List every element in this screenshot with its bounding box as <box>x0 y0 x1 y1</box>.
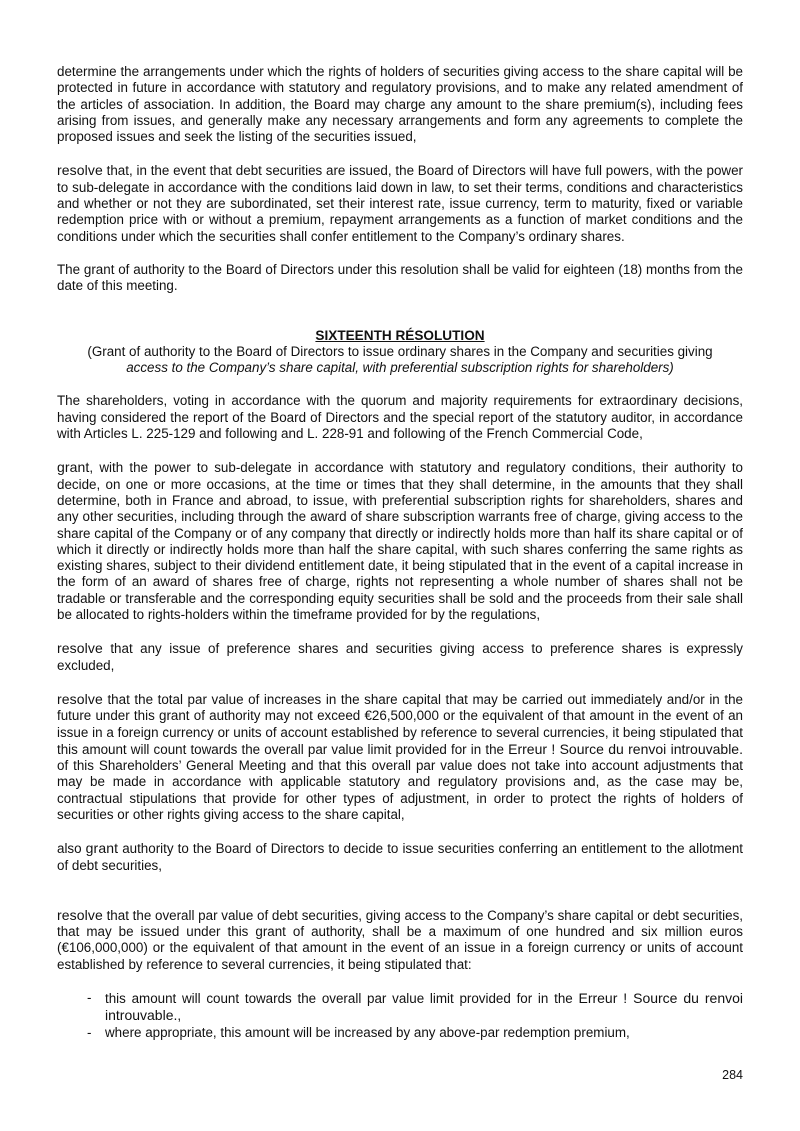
keyword-grant: grant <box>57 459 90 476</box>
paragraph-text: that any issue of preference shares and securities giving access to preference shares is expressly excluded, <box>57 641 743 673</box>
reference-error: Erreur ! Source du renvoi introuvable. <box>508 740 743 757</box>
resolution-subtitle-line-1: (Grant of authority to the Board of Directors to issue ordinary shares in the Company and securities giving <box>87 343 713 359</box>
list-item-text: this amount will count towards the overall par value limit provided for in the <box>105 991 579 1007</box>
paragraph-validity: The grant of authority to the Board of Directors under this resolution shall be valid for eighteen (18) months from the date of this meeting. <box>57 261 743 294</box>
keyword-resolve: resolve <box>57 690 103 707</box>
paragraph-text: of this Shareholders’ General Meeting and that this overall par value does not take into account adjustments that may be made in accordance with applicable statutory and regulatory provisions and, as the case may be, contractual stipulations that provide for other types of adjustment, in order to protect the rights of holders of securities or other rights giving access to the share capital, <box>57 758 743 822</box>
paragraph-text: also <box>57 841 86 857</box>
reference-error: Erreur ! Source du renvoi introuvable. <box>105 990 744 1024</box>
paragraph-text: that the total par value of increases in the share capital that may be carried out immediately and/or in the future under this grant of authority may not exceed €26,500,000 or the equivalent of that amount in the event of an issue in a foreign currency or units of account established by reference to several currencies, it being stipulated that this amount will count towards the overall par value limit provided for in the <box>57 691 743 757</box>
dash-marker: - <box>87 990 92 1006</box>
paragraph-text: that the overall par value of debt securities, giving access to the Company’s share capital or debt securities, that may be issued under this grant of authority, shall be a maximum of one hundred and six million euros (€106,000,000) or the equivalent of that amount in the event of an issue in a foreign currency or units of account established by reference to several currencies, it being stipulated that: <box>57 907 743 972</box>
list-item <box>57 990 743 1025</box>
paragraph-also-grant <box>57 840 743 874</box>
list-item-text: where appropriate, this amount will be increased by any above-par redemption premium, <box>105 1024 630 1040</box>
paragraph-grant-authority <box>57 459 743 623</box>
document-page <box>57 64 743 1041</box>
resolution-subtitle-line-2: access to the Company’s share capital, with preferential subscription rights for shareholders) <box>126 360 674 376</box>
keyword-grant: grant <box>85 840 119 857</box>
dash-marker: - <box>87 1024 92 1040</box>
paragraph-shareholders: The shareholders, voting in accordance with the quorum and majority requirements for extraordinary decisions, having considered the report of the Board of Directors and the special report of the statutory auditor, in accordance with Articles L. 225-129 and following and L. 228-91 and following of the French Commercial Code, <box>57 393 743 442</box>
keyword-resolve: resolve <box>57 640 103 657</box>
page-number: 284 <box>722 1068 743 1082</box>
dash-list <box>57 990 743 1041</box>
paragraph-text: that, in the event that debt securities are issued, the Board of Directors will have full powers, with the power to sub-delegate in accordance with the conditions laid down in law, to set their terms, conditions and characteristics and whether or not they are subordinated, set their interest rate, issue currency, term to maturity, fixed or variable redemption price with or without a premium, repayment arrangements as a function of market conditions and the conditions under which the securities shall confer entitlement to the Company’s ordinary shares. <box>57 163 743 244</box>
resolution-title: SIXTEENTH RÉSOLUTION <box>315 327 485 343</box>
paragraph-resolve-debt-securities <box>57 162 743 244</box>
paragraph-arrangements: determine the arrangements under which the rights of holders of securities giving access to the share capital will be protected in future in accordance with statutory and regulatory provisions, and to make any related amendment of the articles of association. In addition, the Board may charge any amount to the share premium(s), including fees arising from issues, and generally make any necessary arrangements and form any agreements to complete the proposed issues and seek the listing of the securities issued, <box>57 64 743 145</box>
paragraph-resolve-preference-shares <box>57 640 743 674</box>
list-item <box>57 1025 743 1041</box>
paragraph-resolve-par-value <box>57 691 743 823</box>
list-item-tail: , <box>177 1008 182 1024</box>
paragraph-text: authority to the Board of Directors to decide to issue securities conferring an entitlement to the allotment of debt securities, <box>57 841 743 873</box>
paragraph-resolve-debt-limit <box>57 907 743 973</box>
paragraph-text: , with the power to sub-delegate in accordance with statutory and regulatory conditions, their authority to decide, on one or more occasions, at the time or times that they shall determine, in the amounts that they shall determine, both in France and abroad, to issue, with preferential subscription rights for shareholders, shares and any other securities, including through the award of share subscription warrants free of charge, giving access to the share capital of the Company or of any company that directly or indirectly holds more than half its share capital or of which it directly or indirectly holds more than half the share capital, with such shares conferring the same rights as existing shares, subject to their dividend entitlement date, it being stipulated that in the event of a capital increase in the form of an award of shares free of charge, rights not representing a whole number of shares shall not be tradable or transferable and the corresponding equity securities shall be sold and the proceeds from their sale shall be allocated to rights-holders within the timeframe provided for by the regulations, <box>57 460 743 623</box>
keyword-resolve: resolve <box>57 906 103 923</box>
keyword-resolve: resolve <box>57 162 103 179</box>
